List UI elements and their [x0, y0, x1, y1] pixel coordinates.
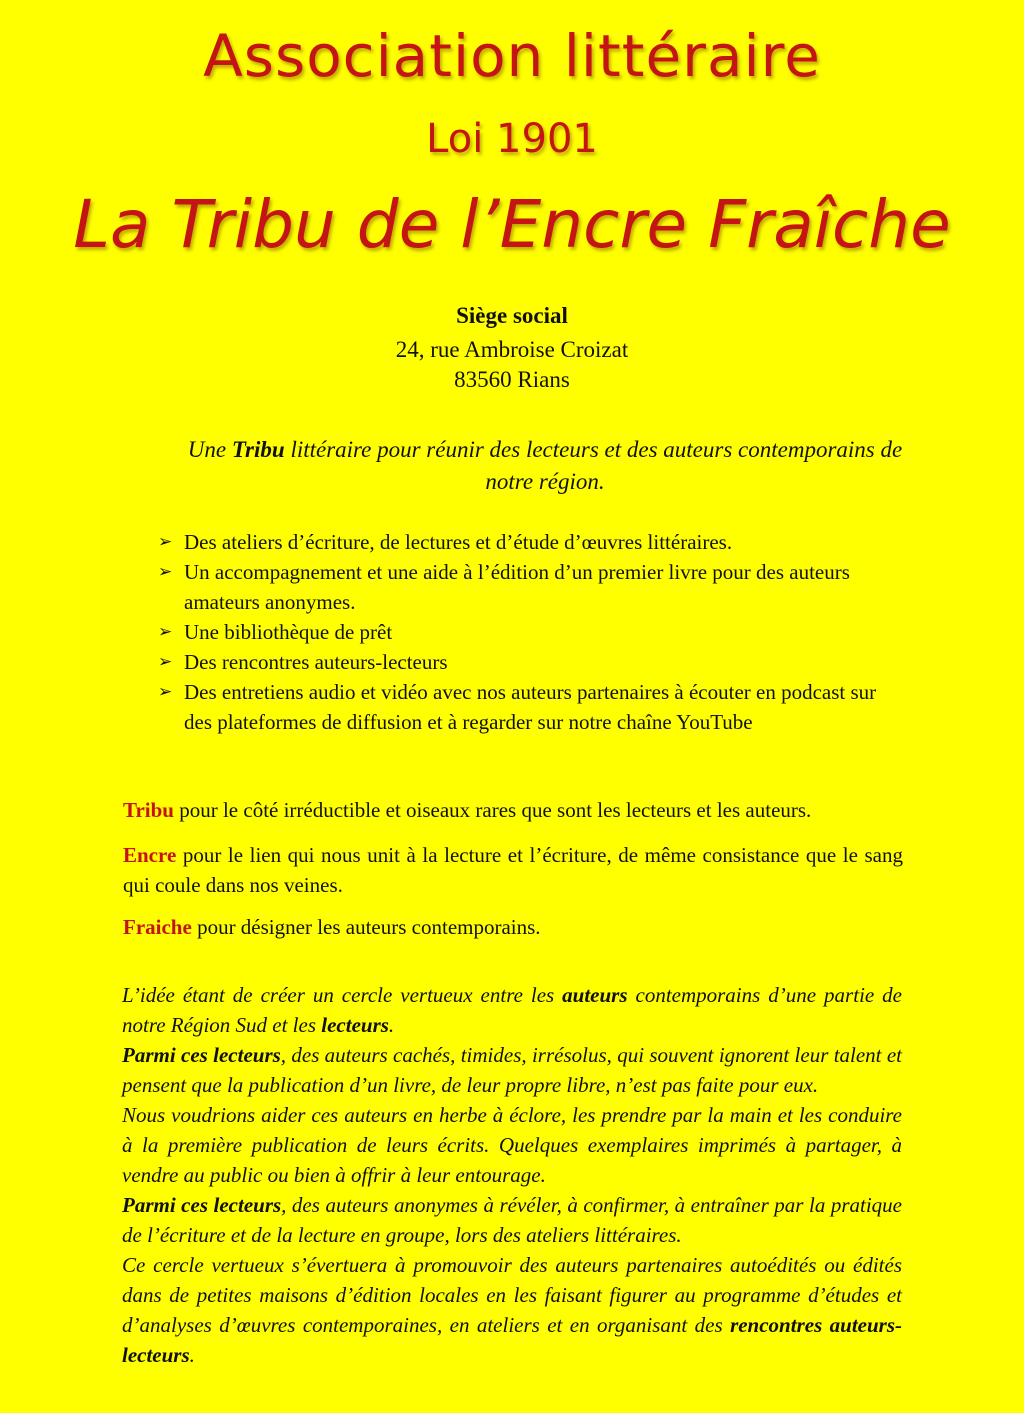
- intro-text: Une Tribu littéraire pour réunir des lecteurs et des auteurs contemporains de notre région.: [187, 437, 903, 494]
- mission-paragraph: [122, 980, 902, 1370]
- para-sentence-5: Ce cercle vertueux s’évertuera à promouvoir des auteurs partenaires autoédités ou édités dans de petites maisons d’édition locales en les faisant figurer au programme d’études et d’analyses d’œuvres contemporaines, en ateliers et en organisant des rencontres auteurs-lecteurs.: [122, 1253, 902, 1367]
- definition-tribu: Tribu pour le côté irréductible et oiseaux rares que sont les lecteurs et les auteurs.: [123, 798, 812, 822]
- para-sentence-1: L’idée étant de créer un cercle vertueux entre les auteurs contemporains d’une partie de notre Région Sud et les lecteurs.: [122, 983, 903, 1037]
- title-association: Association littéraire: [203, 22, 821, 90]
- para-sentence-2: Parmi ces lecteurs, des auteurs cachés, timides, irrésolus, qui souvent ignorent leur talent et pensent que la publication d’un livre, de leur propre libre, n’est pas faite pour eux.: [122, 1043, 902, 1097]
- intro-bold-tribu: Tribu: [231, 437, 285, 462]
- title-loi: Loi 1901: [426, 116, 598, 162]
- arrow-right-icon: ➢: [158, 652, 173, 672]
- para-sentence-3: Nous voudrions aider ces auteurs en herbe à éclore, les prendre par la main et les conduire à la première publication de leurs écrits. Quelques exemplaires imprimés à partager, à vendre au public ou bien à offrir à leur entourage.: [122, 1103, 902, 1187]
- list-item: ➢ Des rencontres auteurs-lecteurs: [158, 647, 898, 677]
- title-tribu: La Tribu de l’Encre Fraîche: [73, 186, 951, 263]
- activities-list: [158, 527, 898, 737]
- definition-fraiche: Fraiche pour désigner les auteurs contemporains.: [123, 915, 541, 939]
- siege-address-line2: 83560 Rians: [454, 367, 570, 392]
- arrow-right-icon: ➢: [158, 622, 173, 642]
- siege-heading: Siège social: [456, 303, 568, 328]
- arrow-right-icon: ➢: [158, 532, 173, 552]
- siege-address-line1: 24, rue Ambroise Croizat: [395, 337, 629, 362]
- definition-encre: Encre pour le lien qui nous unit à la lecture et l’écriture, de même consistance que le sang qui coule dans nos veines.: [123, 843, 903, 897]
- arrow-right-icon: ➢: [158, 562, 173, 582]
- list-item: ➢ Un accompagnement et une aide à l’édition d’un premier livre pour des auteurs amateurs anonymes.: [158, 557, 898, 617]
- arrow-right-icon: ➢: [158, 682, 173, 702]
- list-item: ➢ Une bibliothèque de prêt: [158, 617, 898, 647]
- list-item: ➢ Des ateliers d’écriture, de lectures et d’étude d’œuvres littéraires.: [158, 527, 898, 557]
- para-sentence-4: Parmi ces lecteurs, des auteurs anonymes à révéler, à confirmer, à entraîner par la pratique de l’écriture et de la lecture en groupe, lors des ateliers littéraires.: [122, 1193, 902, 1247]
- list-item: ➢ Des entretiens audio et vidéo avec nos auteurs partenaires à écouter en podcast sur des plateformes de diffusion et à regarder sur notre chaîne YouTube: [158, 677, 898, 737]
